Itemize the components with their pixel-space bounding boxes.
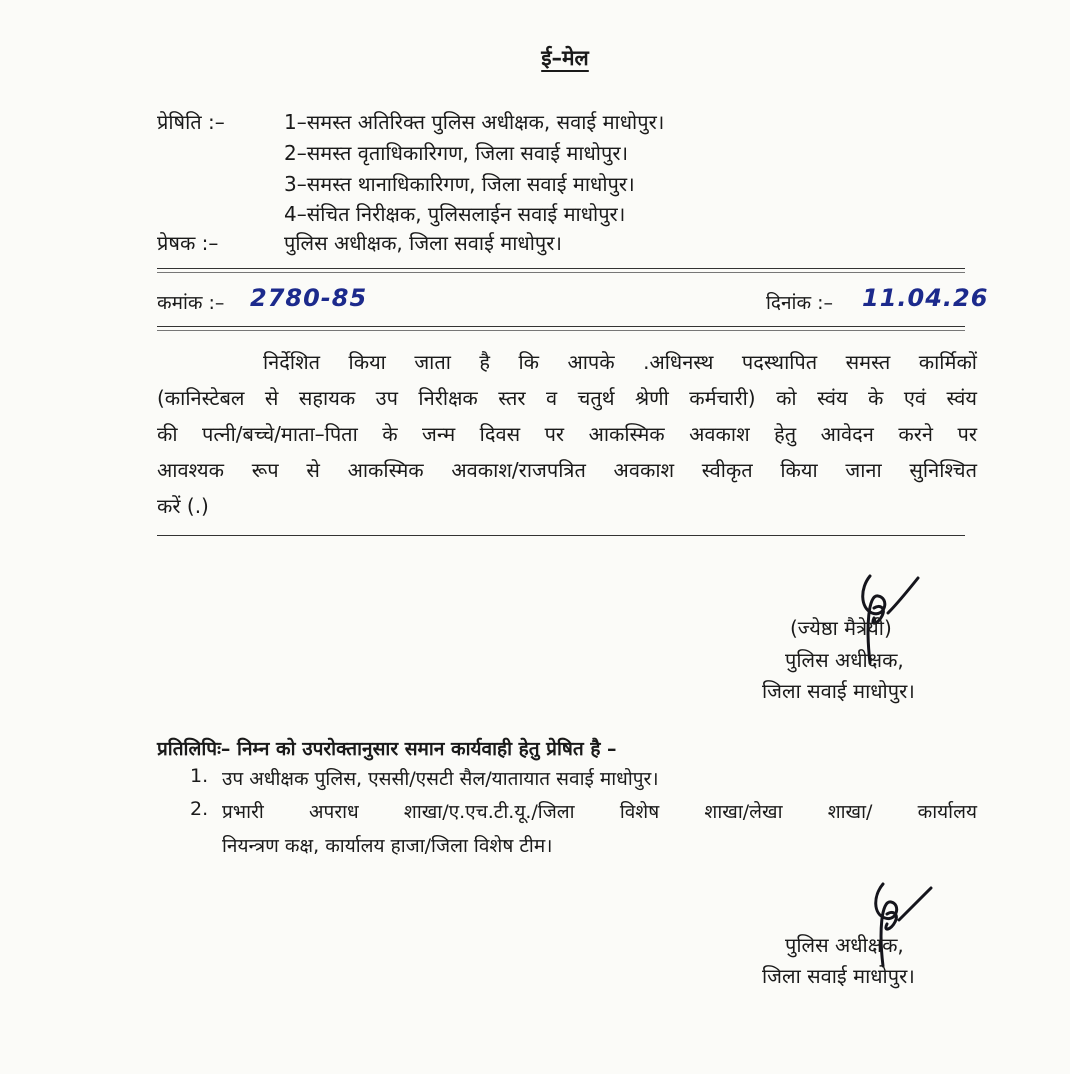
recipient-item: 4–संचित निरीक्षक, पुलिसलाईन सवाई माधोपुर। <box>284 202 626 226</box>
signatory-designation: पुलिस अधीक्षक, <box>785 933 904 957</box>
copy-item-text: प्रभारी अपराध शाखा/ए.एच.टी.यू./जिला विशेष शाखा/लेखा शाखा/ कार्यालय <box>222 801 977 823</box>
divider <box>157 268 965 273</box>
date-handwritten: 11.04.26 <box>862 284 989 312</box>
recipients-label: प्रेषिति :– <box>157 110 225 134</box>
copy-item-text: उप अधीक्षक पुलिस, एससी/एसटी सैल/यातायात सवाई माधोपुर। <box>222 768 659 790</box>
divider <box>157 326 965 331</box>
sender-value: पुलिस अधीक्षक, जिला सवाई माधोपुर। <box>284 231 563 255</box>
copy-to-heading: प्रतिलिपिः– निम्न को उपरोक्तानुसार समान कार्यवाही हेतु प्रेषित है – <box>157 738 617 760</box>
body-line: आवश्यक रूप से आकस्मिक अवकाश/राजपत्रित अवकाश स्वीकृत किया जाना सुनिश्चित <box>157 458 977 482</box>
recipient-item: 3–समस्त थानाधिकारिगण, जिला सवाई माधोपुर। <box>284 172 635 196</box>
signatory-location: जिला सवाई माधोपुर। <box>762 679 915 703</box>
reference-number-label: कमांक :– <box>157 292 225 314</box>
signatory-designation: पुलिस अधीक्षक, <box>785 648 904 672</box>
body-paragraph <box>157 344 977 524</box>
body-line: (कानिस्टेबल से सहायक उप निरीक्षक स्तर व चतुर्थ श्रेणी कर्मचारी) को स्वंय के एवं स्वंय <box>157 386 977 410</box>
copy-item-text-cont: नियन्त्रण कक्ष, कार्यालय हाजा/जिला विशेष टीम। <box>222 835 553 857</box>
copy-item-number: 1. <box>190 765 209 787</box>
signatory-name: (ज्येष्ठा मैत्रेयी) <box>790 616 892 640</box>
body-line: निर्देशित किया जाता है कि आपके .अधिनस्थ पदस्थापित समस्त कार्मिकों <box>263 350 977 374</box>
date-label: दिनांक :– <box>766 292 834 314</box>
body-line: करें (.) <box>157 494 209 518</box>
document-heading: ई–मेल <box>541 46 589 70</box>
copy-item-number: 2. <box>190 798 209 820</box>
recipient-item: 2–समस्त वृताधिकारिगण, जिला सवाई माधोपुर। <box>284 141 629 165</box>
signatory-location: जिला सवाई माधोपुर। <box>762 964 915 988</box>
body-line: की पत्नी/बच्चे/माता–पिता के जन्म दिवस पर आकस्मिक अवकाश हेतु आवेदन करने पर <box>157 422 977 446</box>
reference-number-handwritten: 2780-85 <box>250 284 368 312</box>
divider <box>157 535 965 536</box>
sender-label: प्रेषक :– <box>157 231 219 255</box>
recipient-item: 1–समस्त अतिरिक्त पुलिस अधीक्षक, सवाई माधोपुर। <box>284 110 665 134</box>
